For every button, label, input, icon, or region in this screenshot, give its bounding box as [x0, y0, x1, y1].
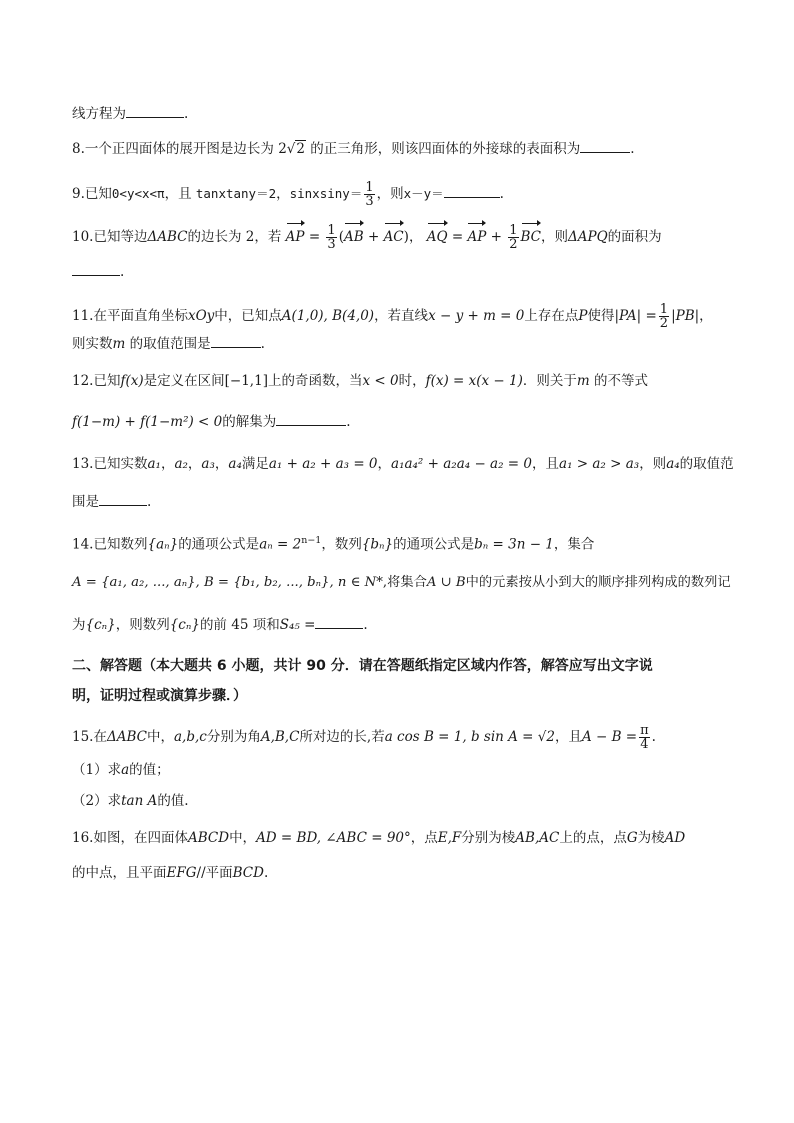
vector: AQ — [426, 229, 448, 245]
math: 0<y<x<π — [111, 186, 165, 201]
vector: AP — [285, 229, 305, 245]
text: ， — [408, 229, 423, 245]
math: + — [367, 229, 380, 245]
text: 中，已知点 — [214, 308, 282, 324]
answer-blank — [276, 413, 346, 426]
text: 16.如图，在四面体 — [72, 830, 188, 846]
answer-blank — [99, 493, 147, 506]
text: 13.已知实数 — [72, 456, 148, 472]
text: 的取值范 — [679, 456, 734, 472]
math: {cₙ} — [85, 617, 116, 633]
question-7-tail — [72, 104, 734, 124]
math: tanxtany＝2 — [195, 186, 277, 201]
math: G — [626, 830, 638, 846]
math: EFG — [166, 865, 197, 881]
text: 为 — [72, 617, 86, 633]
text: 为棱 — [637, 830, 665, 846]
math: ΔABC — [147, 229, 188, 245]
text: ， — [699, 308, 713, 324]
text: ，数列 — [321, 536, 362, 553]
math: + — [490, 229, 502, 245]
text: 的面积为 — [607, 229, 662, 245]
text: 满足 — [241, 456, 269, 472]
question-16-line-2 — [72, 863, 734, 883]
math: P — [578, 308, 588, 324]
math: A,B,C — [260, 729, 300, 745]
math: sinxsiny＝ — [289, 186, 363, 201]
math: [−1,1] — [224, 373, 268, 389]
text: 中的元素按从小到大的顺序排列构成的数列记 — [465, 575, 731, 590]
text: . — [120, 264, 125, 280]
text: . — [346, 414, 351, 430]
math: a₃ — [201, 456, 215, 472]
math: a — [121, 762, 130, 778]
math: A − B = — [581, 729, 638, 745]
text: . — [630, 141, 635, 157]
question-15-part-1 — [72, 760, 734, 780]
question-14-line-2 — [72, 573, 734, 593]
text: ，集合 — [553, 536, 595, 553]
math: {aₙ} — [147, 536, 179, 553]
text: ， — [160, 456, 175, 472]
math: a₂ — [174, 456, 188, 472]
question-12 — [72, 371, 734, 391]
text: 使得 — [587, 308, 615, 324]
math: A(1,0), B(4,0) — [281, 308, 375, 324]
text: 的解集为 — [222, 414, 277, 430]
math: xOy — [187, 308, 215, 324]
answer-blank — [72, 263, 120, 276]
fraction — [639, 724, 650, 751]
math: ABCD — [187, 830, 230, 846]
text: ， — [276, 186, 290, 202]
answer-blank — [580, 140, 630, 153]
text: ，且 — [532, 456, 560, 472]
denominator: 2 — [509, 237, 518, 252]
question-8 — [72, 139, 734, 159]
math: x < 0 — [362, 373, 399, 389]
question-10-answer-line — [72, 262, 734, 282]
text: 上的点，点 — [559, 830, 627, 846]
numerator: π — [640, 723, 649, 738]
text: 中， — [146, 729, 174, 745]
text: 9.已知 — [72, 186, 112, 202]
math: f(x) — [120, 373, 144, 389]
text: ,将集合 — [382, 575, 427, 590]
text: . — [263, 865, 269, 881]
math: = — [308, 229, 321, 245]
text: 的中点，且平面 — [72, 865, 167, 881]
text: 12.已知 — [72, 373, 121, 389]
text: 10.已知等边 — [72, 229, 148, 245]
text: ．则关于 — [522, 373, 577, 389]
math: {cₙ} — [169, 617, 200, 633]
math: ΔAPQ — [568, 229, 608, 245]
math: 2 — [296, 141, 305, 157]
math: x－y＝ — [403, 186, 444, 201]
math: bₙ = 3n − 1 — [474, 536, 554, 553]
text: 8.一个正四面体的展开图是边长为 — [72, 141, 274, 157]
text: 14.已知数列 — [72, 536, 148, 553]
text: ，则 — [541, 229, 569, 245]
text: 的通项公式是 — [393, 536, 475, 553]
text: ， — [187, 456, 202, 472]
math: S₄₅ = — [279, 617, 316, 633]
question-16 — [72, 828, 734, 848]
text: . — [260, 336, 265, 352]
question-11-line-2 — [72, 334, 734, 354]
math: AD = BD, ∠ABC = 90° — [256, 830, 411, 846]
question-9 — [72, 181, 734, 208]
vector: AC — [383, 229, 404, 245]
math: 2 — [278, 141, 287, 157]
text: 的值； — [129, 762, 170, 778]
text: 分别为棱 — [461, 830, 516, 846]
vector: AB — [343, 229, 364, 245]
text: ，则 — [376, 186, 404, 202]
text: 是定义在区间 — [143, 373, 225, 389]
text: ，则 — [639, 456, 667, 472]
question-15 — [72, 724, 734, 751]
text: 的正三角形，则该四面体的外接球的表面积为 — [310, 141, 581, 157]
numerator: 1 — [365, 180, 374, 195]
denominator: 3 — [365, 194, 374, 209]
math: {bₙ} — [361, 536, 394, 553]
math: A = {a₁, a₂, ..., aₙ}, B = {b₁, b₂, ..., bₙ}, n ∈ N* — [72, 575, 383, 590]
text: . — [147, 494, 152, 510]
question-12-line-2 — [72, 412, 734, 432]
text: （1）求 — [72, 762, 122, 778]
math: BCD — [232, 865, 264, 881]
text: 分别为角 — [206, 729, 261, 745]
text: 平面 — [205, 865, 233, 881]
math: AB,AC — [515, 830, 560, 846]
math: a,b,c — [173, 729, 207, 745]
math: A ∪ B — [426, 575, 466, 590]
text: 线方程为 — [72, 106, 126, 122]
numerator: 1 — [659, 302, 669, 317]
text: 11.在平面直角坐标 — [72, 308, 188, 324]
fraction — [659, 303, 669, 330]
math: |PB| — [671, 308, 700, 324]
text: 围是 — [72, 494, 99, 510]
text: . — [651, 729, 656, 745]
answer-blank — [315, 616, 363, 629]
question-10: 10.已知等边ΔABC的边长为 2，若 AP = $\frac{1}{3}$ (AB + AC)， AQ = AP + $\frac{1}{2}$ BC，则ΔAPQ的面积为 — [72, 223, 662, 252]
text: . — [184, 106, 189, 122]
vector: BC — [520, 229, 542, 245]
question-15-part-2 — [72, 791, 734, 811]
text: 15.在 — [72, 729, 107, 745]
text: 的通项公式是 — [178, 536, 260, 553]
text: ， — [377, 456, 392, 472]
text: ，且 — [554, 729, 582, 745]
question-14-line-3 — [72, 615, 734, 635]
text: 中， — [229, 830, 257, 846]
text: 时， — [398, 373, 426, 389]
text: 则实数 — [72, 336, 113, 352]
question-13 — [72, 454, 734, 474]
math: a cos B = 1, b sin A = √2 — [384, 729, 555, 745]
math: E,F — [437, 830, 462, 846]
text: 的前 45 项和 — [199, 617, 280, 633]
text: 上的奇函数，当 — [267, 373, 363, 389]
math: a₁a₄² + a₂a₄ − a₂ = 0 — [391, 456, 533, 472]
denominator: 3 — [327, 237, 336, 252]
text: 的取值范围是 — [129, 336, 211, 352]
math: |PA| = — [614, 308, 657, 324]
section-heading: 二、解答题（本大题共 6 小题，共计 90 分．请在答题纸指定区域内作答，解答应写出文字说 — [72, 658, 653, 674]
text: 的不等式 — [593, 373, 648, 389]
text: 上存在点 — [524, 308, 579, 324]
text: ，则数列 — [115, 617, 170, 633]
math: m — [576, 373, 590, 389]
question-14 — [72, 531, 734, 555]
answer-blank — [126, 105, 184, 118]
numerator: 1 — [327, 223, 336, 238]
math: a₁ > a₂ > a₃ — [559, 456, 640, 472]
text: 的值. — [157, 793, 189, 809]
math: m — [112, 336, 126, 352]
math: a₁ + a₂ + a₃ = 0 — [268, 456, 378, 472]
math: // — [196, 865, 206, 881]
math: f(x) = x(x − 1) — [425, 373, 523, 389]
vector: AP — [467, 229, 487, 245]
text: 的边长为 2，若 — [187, 229, 282, 245]
math: = — [451, 229, 464, 245]
answer-blank — [211, 335, 261, 348]
sqrt-symbol: √ — [286, 141, 296, 157]
text: ，且 — [164, 186, 192, 202]
question-11 — [72, 303, 734, 330]
denominator: 4 — [640, 737, 649, 752]
math: AD — [664, 830, 686, 846]
math: ΔABC — [106, 729, 147, 745]
question-13-line-2 — [72, 492, 734, 512]
math: x − y + m = 0 — [428, 308, 525, 324]
text: 所对边的长,若 — [299, 729, 385, 745]
text: ，若直线 — [374, 308, 429, 324]
text: . — [363, 617, 368, 633]
fraction — [364, 181, 374, 208]
text: ， — [214, 456, 229, 472]
math: f(1−m) + f(1−m²) < 0 — [72, 414, 223, 430]
answer-blank — [444, 185, 500, 198]
math-exponent: n−1 — [301, 535, 322, 546]
math: a₄ — [666, 456, 680, 472]
text: . — [499, 186, 504, 202]
math: a₁ — [147, 456, 161, 472]
text: ，点 — [410, 830, 438, 846]
math: aₙ = 2 — [259, 536, 302, 553]
text: （2）求 — [72, 793, 122, 809]
math: tan A — [121, 793, 158, 809]
math: a₄ — [228, 456, 242, 472]
numerator: 1 — [509, 223, 518, 238]
denominator: 2 — [659, 316, 669, 331]
fraction — [508, 224, 518, 251]
section-heading-line-2: 明，证明过程或演算步骤．） — [72, 688, 247, 704]
fraction — [326, 224, 336, 251]
